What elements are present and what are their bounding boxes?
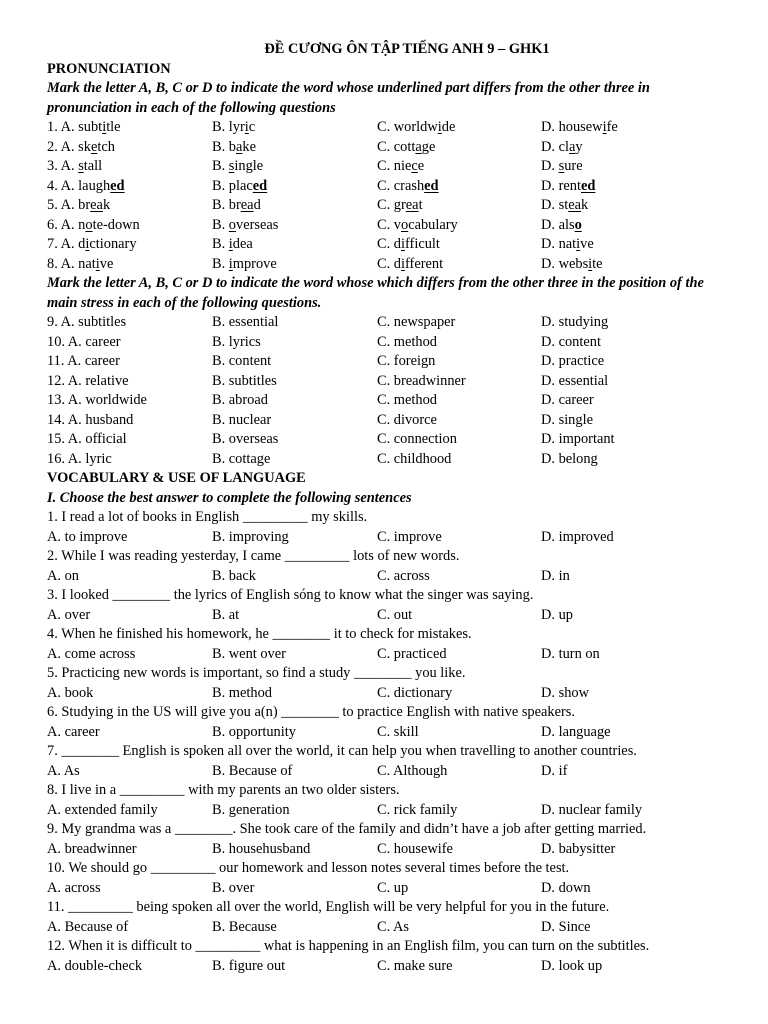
underlined-part: s [228, 158, 235, 174]
stress-row [47, 313, 768, 333]
option-a: 4. A. laughed [47, 177, 125, 194]
option-a: A. to improve [47, 528, 128, 545]
option-b: B. went over [212, 645, 286, 662]
option-a: A. come across [47, 645, 136, 662]
option-b: B. essential [212, 314, 279, 330]
option-d: D. important [541, 431, 615, 447]
pronunciation-questions [47, 118, 768, 274]
underlined-part: ea [568, 197, 581, 213]
option-a: 7. A. dictionary [47, 236, 137, 252]
question-text: 2. While I was reading yesterday, I came _________ lots of new words. [47, 548, 460, 564]
option-d: D. practice [541, 353, 605, 369]
underlined-part: ea [90, 197, 103, 213]
underlined-part: o [85, 216, 93, 233]
document-title: ĐỀ CƯƠNG ÔN TẬP TIẾNG ANH 9 – GHK1 [264, 41, 550, 57]
option-b: B. lyric [212, 119, 256, 135]
option-c: C. housewife [377, 840, 453, 857]
option-b: B. overseas [212, 431, 279, 447]
question-text: 4. When he finished his homework, he ________ it to check for mistakes. [47, 626, 472, 642]
option-c: C. method [377, 333, 437, 350]
option-c: C. niece [377, 158, 425, 174]
option-c: C. vocabulary [377, 216, 458, 233]
underlined-part: i [85, 236, 90, 252]
answer-options [47, 879, 768, 899]
option-a: A. As [47, 762, 80, 779]
stress-row [47, 430, 768, 450]
stress-questions [47, 313, 768, 469]
underlined-part: i [576, 236, 581, 252]
option-c: C. across [377, 567, 430, 584]
option-a: 9. A. subtitles [47, 314, 127, 330]
option-a: 15. A. official [47, 431, 127, 447]
answer-options [47, 684, 768, 704]
option-a: A. Because of [47, 918, 129, 935]
option-a: A. double-check [47, 957, 143, 974]
option-d: D. website [541, 255, 603, 272]
question-text: 8. I live in a _________ with my parents an two older sisters. [47, 782, 400, 798]
option-b: B. abroad [212, 392, 268, 408]
option-a: A. on [47, 567, 79, 584]
option-c: C. make sure [377, 957, 453, 974]
option-c: C. worldwide [377, 119, 456, 135]
pronunciation-row [47, 157, 768, 177]
stress-row [47, 372, 768, 392]
option-a: 6. A. note-down [47, 216, 140, 233]
option-c: C. different [377, 255, 444, 272]
option-d: D. essential [541, 372, 609, 389]
option-a: 11. A. career [47, 353, 120, 369]
underlined-part: i [401, 255, 405, 272]
stress-row [47, 391, 768, 411]
option-c: C. cottage [377, 138, 436, 155]
option-a: A. across [47, 879, 101, 896]
underlined-part: e [90, 138, 98, 155]
option-c: C. great [377, 197, 423, 213]
answer-options [47, 918, 768, 938]
option-b: B. improve [212, 255, 277, 272]
option-a: A. book [47, 684, 94, 701]
question-text: 1. I read a lot of books in English _________ my skills. [47, 509, 368, 525]
option-c: C. Although [377, 762, 448, 779]
underlined-part: s [558, 158, 565, 174]
answer-options [47, 606, 768, 626]
option-c: C. rick family [377, 801, 458, 818]
option-a: 14. A. husband [47, 411, 134, 428]
option-d: D. show [541, 684, 589, 701]
option-c: C. connection [377, 431, 457, 447]
option-d: D. rented [541, 177, 596, 194]
pronunciation-heading: PRONUNCIATION [47, 60, 171, 77]
vocabulary-instruction: I. Choose the best answer to complete the following sentences [47, 489, 412, 506]
answer-options [47, 801, 768, 821]
underlined-part: i [228, 255, 233, 272]
pronunciation-row [47, 118, 768, 138]
pronunciation-row [47, 235, 768, 255]
option-d: D. belong [541, 450, 598, 467]
option-b: B. bread [212, 197, 261, 213]
option-a: 16. A. lyric [47, 450, 112, 467]
stress-row [47, 411, 768, 431]
pronunciation-instruction: Mark the letter A, B, C or D to indicate the word whose underlined part differs from the other three in pronunciation in each of the following questions [47, 80, 650, 116]
option-b: B. Because [212, 918, 277, 935]
option-d: D. Since [541, 918, 591, 935]
pronunciation-row [47, 138, 768, 158]
option-b: B. opportunity [212, 723, 296, 740]
option-d: D. career [541, 392, 594, 408]
option-c: C. foreign [377, 353, 436, 369]
option-b: B. single [212, 158, 264, 174]
option-b: B. overseas [212, 216, 279, 233]
stress-row [47, 450, 768, 470]
option-a: 10. A. career [47, 333, 121, 350]
option-a: A. breadwinner [47, 840, 137, 857]
answer-options [47, 840, 768, 860]
option-c: C. method [377, 392, 437, 408]
stress-row [47, 352, 768, 372]
underlined-part: i [228, 236, 233, 252]
question-text: 5. Practicing new words is important, so find a study ________ you like. [47, 665, 466, 681]
underlined-part: ea [240, 197, 254, 213]
question-text: 12. When it is difficult to _________ what is happening in an English film, you can turn on the subtitles. [47, 938, 650, 954]
option-b: B. generation [212, 801, 290, 818]
vocabulary-questions [47, 508, 768, 976]
option-d: D. native [541, 236, 594, 252]
option-c: C. breadwinner [377, 372, 466, 389]
option-a: 13. A. worldwide [47, 392, 147, 408]
option-a: 12. A. relative [47, 372, 129, 389]
pronunciation-row [47, 216, 768, 236]
option-d: D. steak [541, 197, 589, 213]
option-a: A. extended family [47, 801, 158, 818]
underlined-part: i [588, 255, 593, 272]
underlined-part: o [228, 216, 236, 233]
option-c: C. improve [377, 528, 442, 545]
option-a: A. career [47, 723, 100, 740]
option-b: B. bake [212, 138, 256, 155]
answer-options [47, 645, 768, 665]
question-text: 9. My grandma was a ________. She took care of the family and didn’t have a job after getting married. [47, 821, 647, 837]
answer-options [47, 528, 768, 548]
option-c: C. difficult [377, 236, 440, 252]
underlined-part: o [574, 216, 582, 233]
answer-options [47, 762, 768, 782]
question-text: 10. We should go _________ our homework and lesson notes several times before the test. [47, 860, 570, 876]
underlined-part: ed [110, 177, 125, 194]
pronunciation-row [47, 255, 768, 275]
underlined-part: c [411, 158, 418, 174]
option-b: B. cottage [212, 450, 271, 467]
underlined-part: ed [252, 177, 268, 194]
underlined-part: i [437, 119, 442, 135]
question-text: 6. Studying in the US will give you a(n) ________ to practice English with native speakers. [47, 704, 575, 720]
option-d: D. in [541, 567, 570, 584]
underlined-part: i [95, 255, 100, 272]
underlined-part: i [244, 119, 249, 135]
option-c: C. dictionary [377, 684, 453, 701]
option-c: C. childhood [377, 450, 452, 467]
underlined-part: a [415, 138, 422, 155]
underlined-part: i [401, 236, 405, 252]
option-b: B. lyrics [212, 333, 261, 350]
vocabulary-heading: VOCABULARY & USE OF LANGUAGE [47, 470, 306, 486]
option-c: C. divorce [377, 411, 437, 428]
option-c: C. out [377, 606, 413, 623]
question-text: 11. _________ being spoken all over the world, English will be very helpful for you in the future. [47, 899, 610, 915]
underlined-part: i [602, 119, 607, 135]
option-d: D. sure [541, 158, 583, 174]
underlined-part: a [236, 138, 243, 155]
underlined-part: i [102, 119, 107, 135]
option-d: D. if [541, 762, 568, 779]
underlined-part: ea [405, 197, 419, 213]
option-c: C. As [377, 918, 409, 935]
option-b: B. improving [212, 528, 289, 545]
stress-row [47, 333, 768, 353]
underlined-part: o [401, 216, 409, 233]
option-d: D. clay [541, 138, 583, 155]
answer-options [47, 567, 768, 587]
option-d: D. studying [541, 314, 609, 330]
option-b: B. over [212, 879, 255, 896]
question-text: 3. I looked ________ the lyrics of English sóng to know what the singer was saying. [47, 587, 534, 603]
answer-options [47, 957, 768, 977]
option-d: D. single [541, 411, 593, 428]
option-c: C. crashed [377, 177, 439, 194]
answer-options [47, 723, 768, 743]
option-d: D. turn on [541, 645, 600, 662]
underlined-part: ed [580, 177, 596, 194]
option-a: 1. A. subtitle [47, 119, 121, 135]
underlined-part: a [568, 138, 576, 155]
stress-instruction: Mark the letter A, B, C or D to indicate the word whose which differs from the other three in the position of the main stress in each of the following questions. [47, 275, 704, 311]
option-b: B. at [212, 606, 240, 623]
option-a: A. over [47, 606, 91, 623]
option-b: B. method [212, 684, 272, 701]
underlined-part: s [78, 158, 84, 174]
underlined-part: ed [424, 177, 439, 194]
option-d: D. nuclear family [541, 801, 643, 818]
option-a: 3. A. stall [47, 158, 103, 174]
option-b: B. Because of [212, 762, 293, 779]
option-b: B. placed [212, 177, 268, 194]
option-d: D. up [541, 606, 573, 623]
option-b: B. figure out [212, 957, 286, 974]
option-d: D. housewife [541, 119, 618, 135]
option-a: 8. A. native [47, 255, 114, 272]
option-d: D. look up [541, 957, 603, 974]
pronunciation-row [47, 196, 768, 216]
pronunciation-row [47, 177, 768, 197]
option-b: B. idea [212, 236, 253, 252]
option-d: D. language [541, 723, 611, 740]
option-c: C. practiced [377, 645, 447, 662]
option-c: C. up [377, 879, 409, 896]
option-b: B. content [212, 353, 272, 369]
option-b: B. back [212, 567, 256, 584]
option-b: B. nuclear [212, 411, 272, 428]
option-d: D. improved [541, 528, 614, 545]
option-d: D. also [541, 216, 582, 233]
option-c: C. skill [377, 723, 419, 740]
option-b: B. househusband [212, 840, 311, 857]
option-d: D. content [541, 333, 601, 350]
option-a: 2. A. sketch [47, 138, 115, 155]
option-b: B. subtitles [212, 372, 277, 389]
option-d: D. down [541, 879, 591, 896]
option-a: 5. A. break [47, 197, 111, 213]
question-text: 7. ________ English is spoken all over the world, it can help you when travelling to another countries. [47, 743, 637, 759]
option-c: C. newspaper [377, 314, 456, 330]
option-d: D. babysitter [541, 840, 616, 857]
